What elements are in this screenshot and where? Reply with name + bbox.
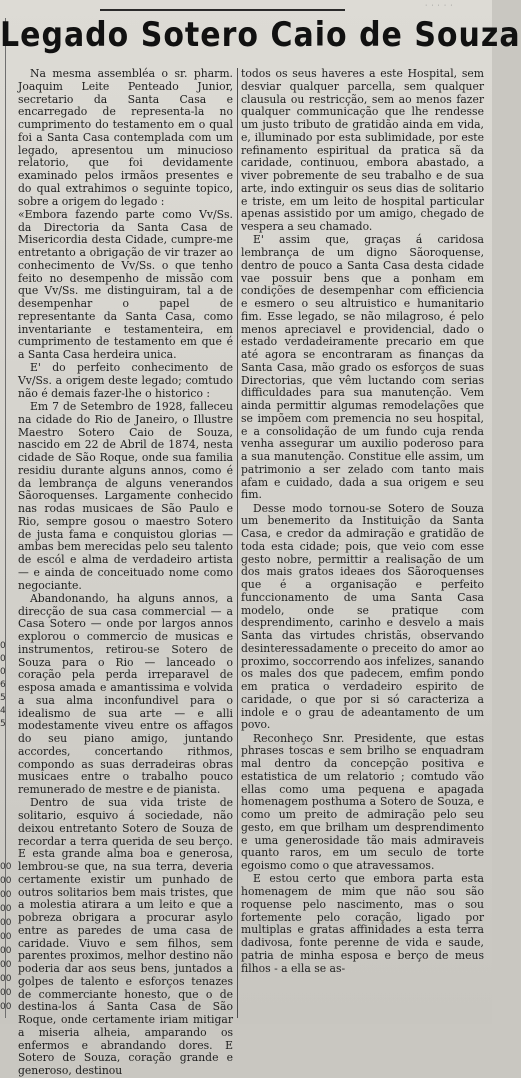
paragraph: Na mesma assembléa o sr. pharm. Joaquim Leite Penteado Junior, secretario da Santa Casa e encarregado de representa-la no cumprimento do testamento em o qual foi a Santa Casa contemplada com um legado, apresentou um minucioso relatorio, que foi devidamente examinado pelos irmãos presentes e do qual extrahimos o seguinte topico, sobre a origem do legado : [18, 67, 233, 208]
paragraph: Abandonando, ha alguns annos, a direcção de sua casa commercial — a Casa Sotero — onde por largos annos explorou o commercio de musicas e instrumentos, retirou-se Sotero de Souza para o Rio — lanceado o coração pela perda irreparavel de esposa amada e amantissima e volvida a sua alma inconfundivel para o idealismo de sua arte — e alli modestamente viveu entre os affagos do seu piano amigo, juntando accordes, concertando rithmos, compondo as suas derradeiras obras musicaes entre o trabalho pouco remunerado de mestre e de pianista. [18, 591, 233, 796]
margin-mark: 00 [0, 974, 12, 984]
margin-mark: 00 [0, 960, 12, 970]
article-column-right [241, 68, 484, 1023]
paragraph: Em 7 de Setembro de 1928, falleceu na cidade do Rio de Janeiro, o Illustre Maestro Sotero Caio de Souza, nascido em 22 de Abril de 1874, nesta cidade de São Roque, onde sua familia residiu durante alguns annos, como é da lembrança de alguns venerandos Sãoroquenses. Largamente conhecido nas rodas musicaes de São Paulo e Rio, sempre gosou o maestro Sotero de justa fama e conquistou glorias — ambas bem merecidas pelo seu talento de escól e alma de verdadeiro artista — e ainda de conceituado nome como negociante. [18, 400, 233, 592]
margin-mark: 0 [0, 641, 6, 651]
paragraph: Reconheço Snr. Presidente, que estas phrases toscas e sem brilho se enquadram mal dentro da concepção positiva e estatistica de um relatorio ; comtudo vão ellas como uma pequena e apagada homenagem posthuma a Sotero de Souza, e como um preito de admiração pelo seu gesto, em que brilham um desprendimento e uma generosidade tão mais admiraveis quanto raros, em um seculo de torte egoismo como o que atravessamos. [241, 731, 484, 872]
paragraph: E estou certo que embora parta esta homenagem de mim que não sou são roquense pelo nascimento, mas o sou fortemente pelo coração, ligado por multiplas e gratas affinidades a esta terra dadivosa, fonte perenne de vida e saude, patria de minha esposa e berço de meus filhos - a ella se as- [241, 872, 484, 975]
margin-mark: 00 [0, 946, 12, 956]
margin-mark: 00 [0, 876, 12, 886]
margin-mark: 00 [0, 932, 12, 942]
margin-mark: 00 [0, 1002, 12, 1012]
article-column-left [18, 67, 233, 1077]
margin-mark: 00 [0, 862, 12, 872]
paragraph: «Embora fazendo parte como Vv/Ss. da Directoria da Santa Casa de Misericordia desta Cidade, cumpre-me entretanto a obrigação de vir trazer ao conhecimento de Vv/Ss. o que tenho feito no desempenho de missão com que Vv/Ss. me distinguiram, tal a de desempenhar o papel de representante da Santa Casa, como inventariante e testamenteira, em cumprimento de testamento em que é a Santa Casa herdeira unica. [18, 207, 233, 361]
margin-mark: 5 [0, 719, 6, 729]
margin-mark: 6 [0, 680, 6, 690]
paragraph: Desse modo tornou-se Sotero de Souza um benemerito da Instituição da Santa Casa, e credor da admiração e gratidão de toda esta cidade; pois, que veio com esse gesto nobre, permittir a realisação de um dos mais gratos ideaes dos Sãoroquenses que é a organisação e perfeito funccionamento de uma Santa Casa modelo, onde se pratique com desprendimento, carinho e desvelo a mais Santa das virtudes christãs, observando desinteressadamente o preceito do amor ao proximo, soccorrendo aos infelizes, sanando os males dos que padecem, emfim pondo em pratica o verdadeiro espirito de caridade, o que por si só caracteriza a indole e o grau de adeantamento de um povo. [241, 501, 484, 732]
margin-page-numbers-lower [0, 860, 12, 1014]
margin-mark: 00 [0, 988, 12, 998]
margin-mark: 5 [0, 693, 6, 703]
article-title: Legado Sotero Caio de Souza [0, 15, 521, 56]
margin-page-numbers [0, 640, 10, 731]
margin-mark: 4 [0, 706, 6, 716]
margin-mark: 0 [0, 667, 6, 677]
top-rule [100, 9, 345, 11]
margin-mark: 00 [0, 904, 12, 914]
margin-mark: 00 [0, 890, 12, 900]
column-divider [237, 68, 238, 1018]
paragraph: E' do perfeito conhecimento de Vv/Ss. a origem deste legado; comtudo não é demais fazer-lhe o historico : [18, 361, 233, 400]
paragraph: Dentro de sua vida triste de solitario, esquivo á sociedade, não deixou entretanto Sotero de Souza de recordar a terra querida de seu berço. E esta grande alma boa e generosa, lembrou-se que, na sua terra, deveria certamente existir um punhado de outros solitarios bem mais tristes, que a molestia atirara a um leito e que a pobreza obrigara a procurar asylo entre as paredes de uma casa de caridade. Viuvo e sem filhos, sem parentes proximos, melhor destino não poderia dar aos seus bens, juntados a golpes de talento e esforços tenazes de commerciante honesto, que o de destina-los á Santa Casa de São Roque, onde certamente iriam mitigar a miseria alheia, amparando os enfermos e abrandando dores. E Sotero de Souza, coração grande e generoso, destinou [18, 796, 233, 1077]
paragraph: todos os seus haveres a este Hospital, sem desviar qualquer parcella, sem qualquer clausula ou restricção, sem ao menos fazer qualquer communicação que lhe rendesse um justo tributo de gratidão ainda em vida, e, illuminado por esta sublimidade, por este refinamento espiritual da pratica sã da caridade, continuou, embora abastado, a viver pobremente de seu trabalho e de sua arte, indo extinguir os seus dias de solitario e triste, em um leito de hospital particular apenas assistido por um amigo, chegado de vespera a seu chamado. [241, 67, 484, 233]
top-corner-marks: · · · · · [425, 2, 454, 9]
margin-mark: 00 [0, 918, 12, 928]
paragraph: E' assim que, graças á caridosa lembrança de um digno Sãoroquense, dentro de pouco a Santa Casa desta cidade vae possuir bens que a ponham em condições de desempenhar com efficiencia e esmero o seu altruistico e humanitario fim. Esse legado, se não milagroso, é pelo menos apreciavel e providencial, dado o estado verdadeiramente precario em que até agora se encontraram as finanças da Santa Casa, mão grado os esforços de suas Directorias, que vêm luctando com serias difficuldades para sua manutenção. Vem ainda permittir algumas remodelações que se impõem com premencia no seu hospital, e a consolidação de um fundo cuja renda venha assegurar um auxilio poderoso para a sua manutenção. Constitue elle assim, um patrimonio a ser zelado com tanto mais afam e cuidado, dada a sua origem e seu fim. [241, 233, 484, 502]
margin-mark: 0 [0, 654, 6, 664]
